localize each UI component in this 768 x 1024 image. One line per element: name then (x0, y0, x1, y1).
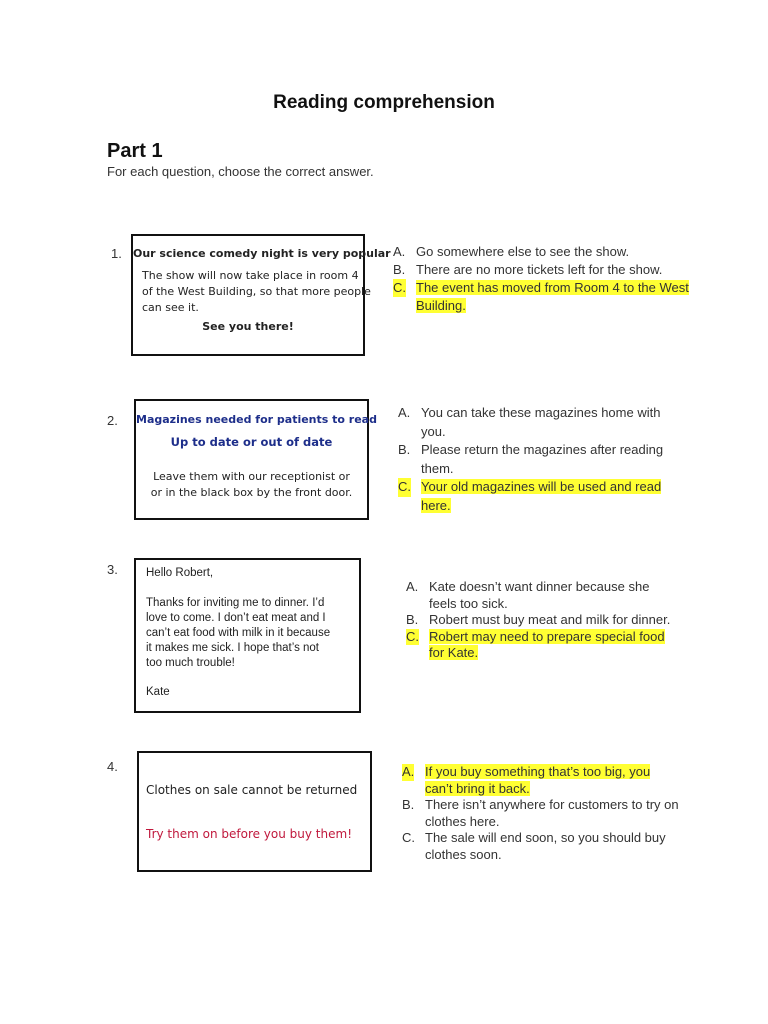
answer-option[interactable] (402, 830, 679, 863)
answer-option[interactable] (398, 404, 663, 441)
answer-text: Robert may need to prepare special food (429, 628, 665, 644)
answer-options (402, 764, 679, 864)
notice-box (131, 234, 391, 356)
letter-signature: Kate (146, 686, 170, 698)
answer-text: Robert must buy meat and milk for dinner. (429, 612, 671, 628)
notice-heading: Our science comedy night is very popular (133, 247, 391, 260)
notice-closing: See you there! (202, 320, 294, 333)
notice-heading: Magazines needed for patients to read (136, 413, 377, 426)
page-title: Reading comprehension (273, 92, 495, 113)
answer-option-correct[interactable] (398, 478, 663, 515)
notice-warning: Try them on before you buy them! (146, 827, 353, 841)
notice-text: or in the black box by the front door. (150, 486, 353, 499)
letter-text: love to come. I don’t eat meat and I (146, 612, 326, 624)
answer-letter: B. (398, 442, 411, 457)
part-title: Part 1 (107, 140, 163, 162)
question-number: 1. (111, 246, 122, 261)
answer-text: them. (421, 460, 454, 476)
instruction: For each question, choose the correct answer. (107, 164, 374, 179)
answer-letter: C. (402, 830, 415, 846)
answer-letter: A. (402, 764, 415, 779)
answer-text: for Kate. (429, 645, 479, 661)
answer-text: There are no more tickets left for the show. (416, 262, 663, 277)
answer-letter: B. (393, 262, 406, 277)
answer-option-correct[interactable] (393, 279, 689, 315)
question-number: 4. (107, 759, 118, 774)
answer-option[interactable] (406, 579, 670, 612)
letter-text: too much trouble! (146, 657, 235, 669)
answer-option[interactable] (393, 243, 689, 261)
answer-options (393, 243, 689, 315)
question-number: 3. (107, 562, 118, 577)
answer-text: here. (421, 497, 451, 513)
answer-option[interactable] (398, 441, 663, 478)
answer-option[interactable] (402, 797, 679, 830)
notice-text: can see it. (142, 301, 199, 314)
notice-text: Leave them with our receptionist or (153, 470, 350, 483)
answer-letter: A. (406, 579, 419, 594)
question-number: 2. (107, 413, 118, 428)
answer-options (406, 579, 670, 662)
answer-text: Your old magazines will be used and read (421, 479, 662, 494)
notice-box (134, 399, 377, 520)
letter-text: can’t eat food with milk in it because (146, 627, 331, 639)
answer-text: feels too sick. (429, 595, 508, 611)
answer-text: Go somewhere else to see the show. (416, 244, 630, 259)
answer-letter: C. (393, 280, 406, 295)
answer-text: clothes here. (425, 813, 500, 829)
answer-text: you. (421, 423, 446, 439)
answer-text: If you buy something that’s too big, you (425, 764, 651, 779)
answer-option[interactable] (393, 261, 689, 279)
answer-text: The sale will end soon, so you should buy (425, 830, 666, 846)
answer-letter: A. (398, 405, 411, 420)
answer-text: You can take these magazines home with (421, 405, 661, 420)
answer-text: Kate doesn’t want dinner because she (429, 579, 650, 594)
answer-option-correct[interactable] (406, 629, 670, 662)
answer-options (398, 404, 663, 515)
notice-text: The show will now take place in room 4 (142, 269, 359, 282)
notice-box (137, 751, 372, 872)
letter-greeting: Hello Robert, (146, 567, 214, 579)
notice-subheading: Up to date or out of date (170, 435, 333, 449)
answer-letter: C. (398, 478, 411, 497)
answer-text: Building. (416, 298, 466, 313)
letter-text: it makes me sick. I hope that’s not (146, 642, 320, 654)
answer-text: There isn’t anywhere for customers to try on (425, 797, 679, 813)
answer-text: Please return the magazines after reading (421, 442, 664, 457)
letter-box (134, 558, 361, 713)
answer-letter: C. (406, 628, 419, 644)
answer-text: can’t bring it back. (425, 780, 530, 796)
answer-letter: B. (402, 797, 415, 813)
answer-letter: B. (406, 612, 419, 628)
answer-option-correct[interactable] (402, 764, 679, 797)
answer-letter: A. (393, 244, 406, 259)
answer-text: The event has moved from Room 4 to the West (416, 280, 689, 295)
letter-text: Thanks for inviting me to dinner. I’d (146, 597, 325, 609)
answer-option[interactable] (406, 612, 670, 629)
notice-text: of the West Building, so that more people (142, 285, 371, 298)
answer-text: clothes soon. (425, 846, 502, 862)
notice-text: Clothes on sale cannot be returned (146, 783, 358, 797)
